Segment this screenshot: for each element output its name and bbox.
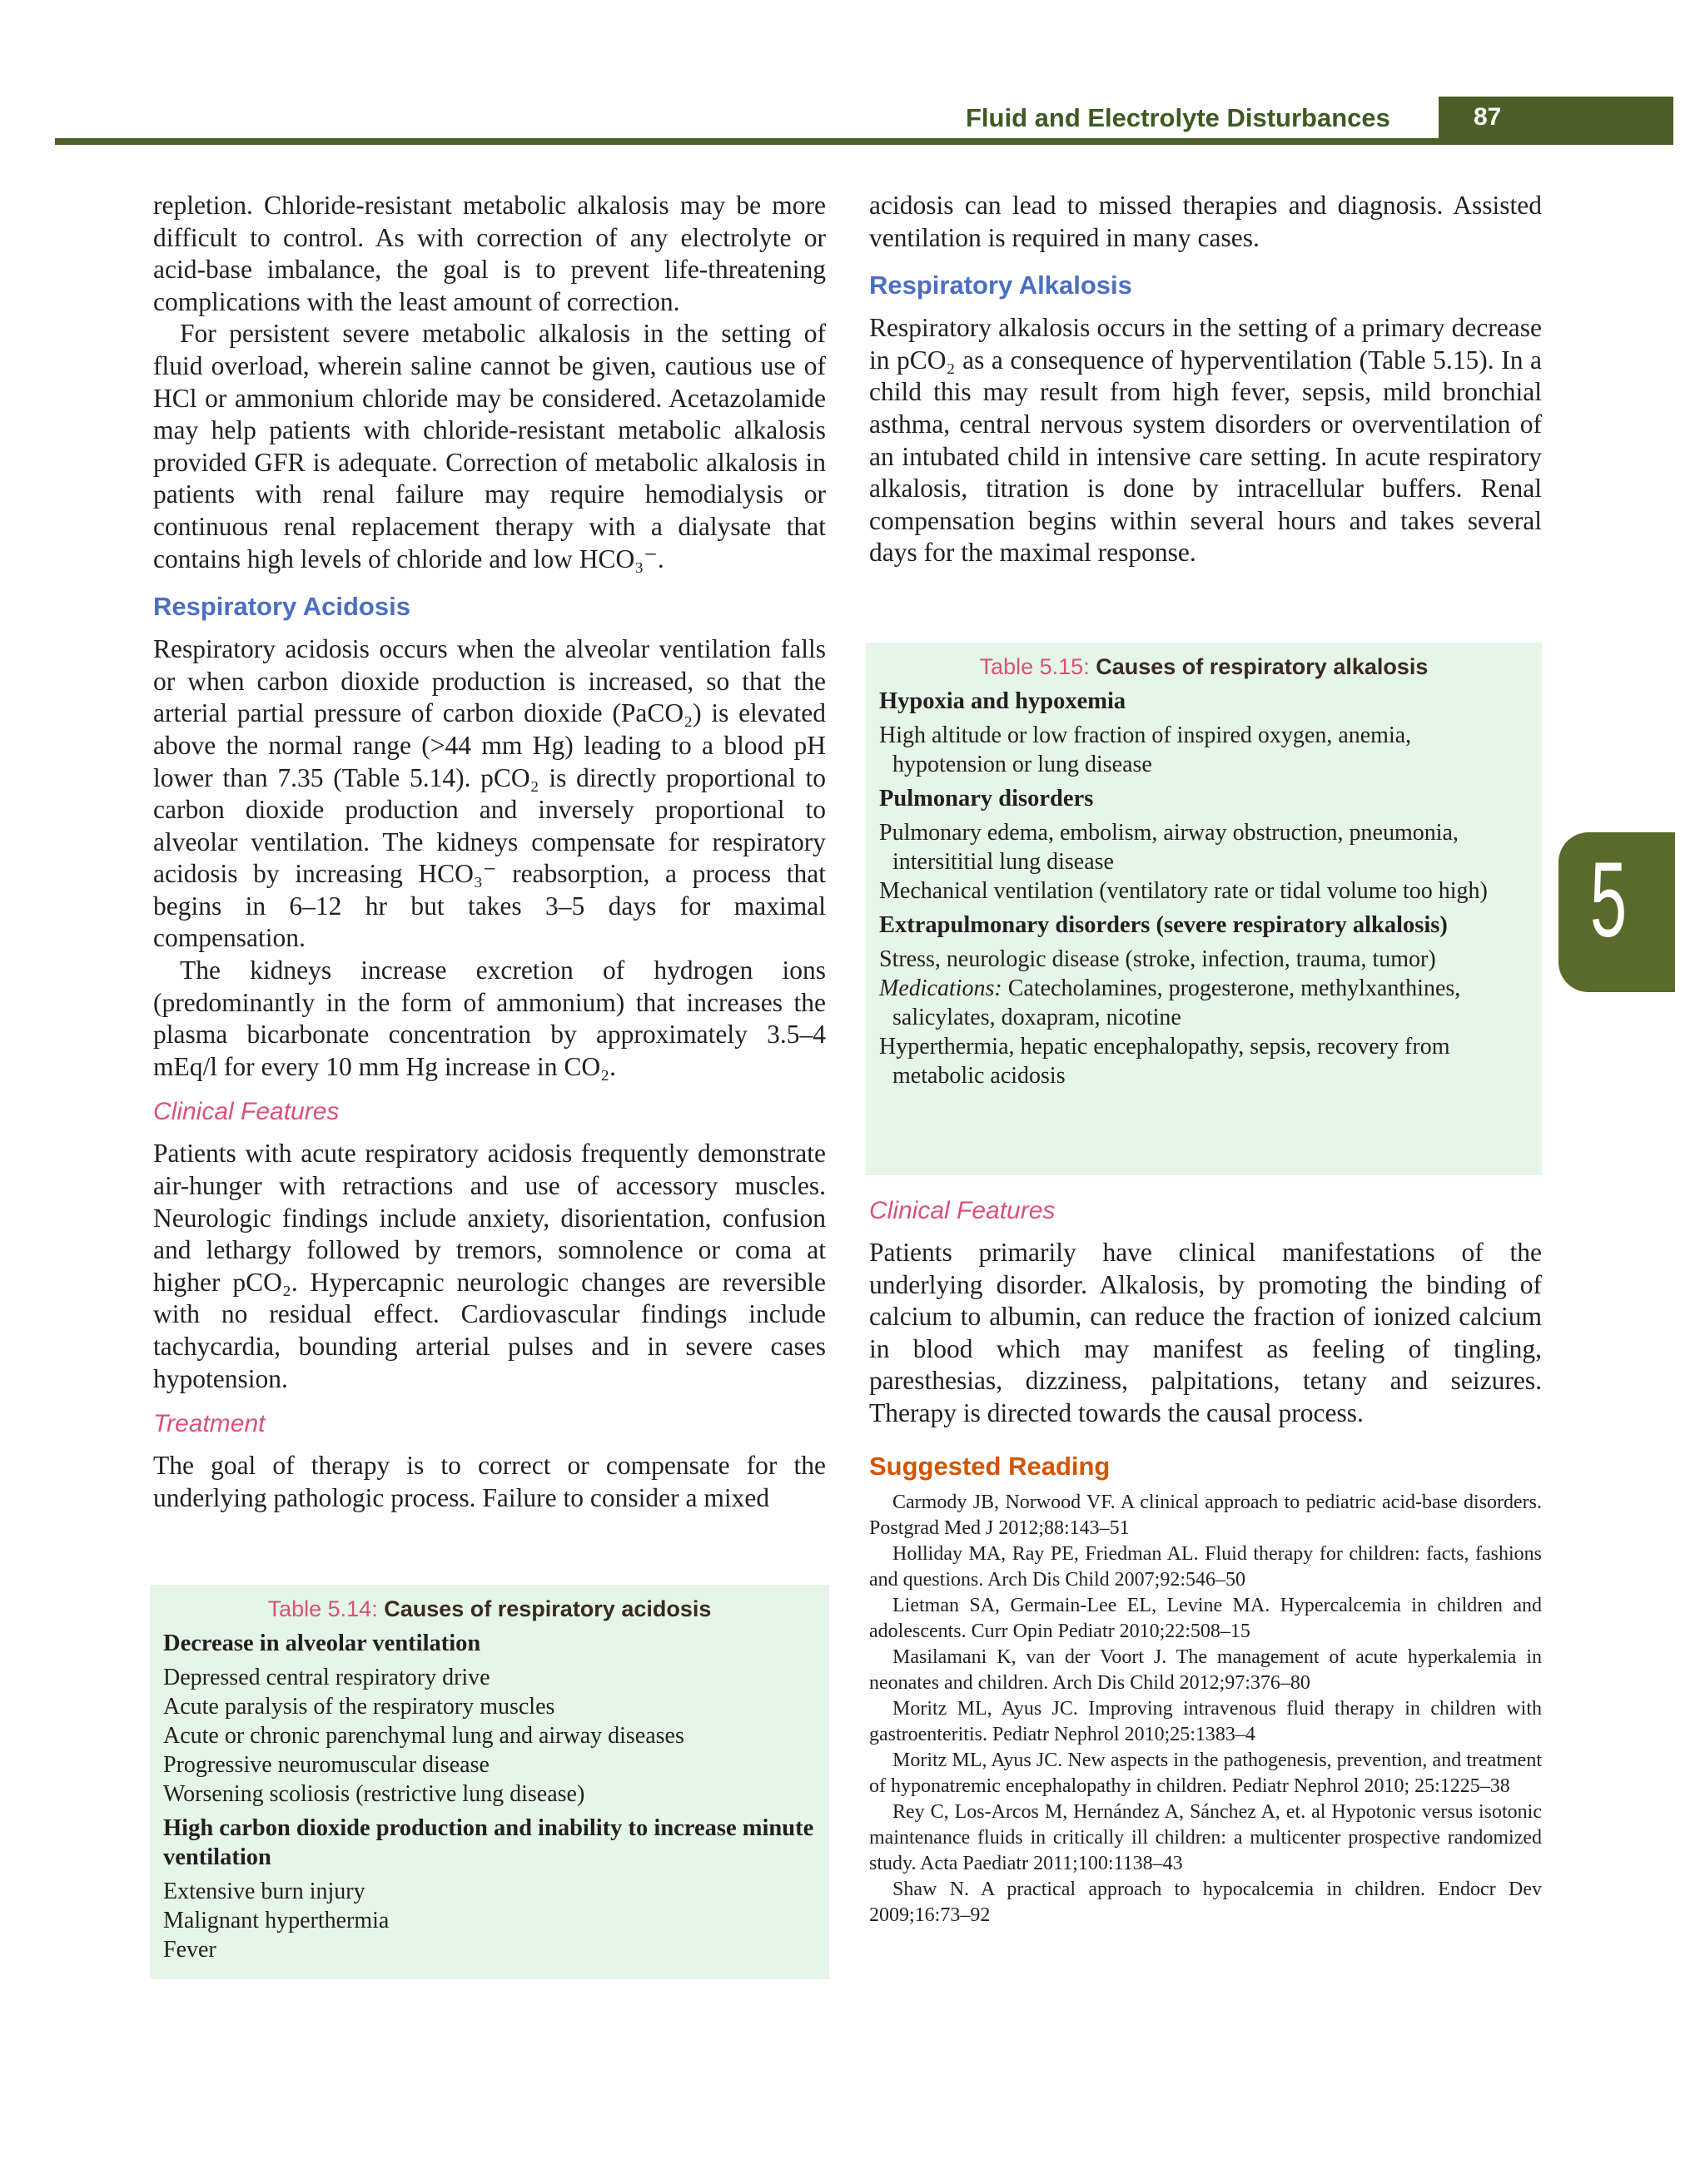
table-item: Acute or chronic parenchymal lung and airway diseases — [163, 1723, 684, 1749]
paragraph: Patients with acute respiratory acidosis frequently demonstrate air-hunger with retractions and use of accessory muscles. Neurologic findings include anxiety, disorientation, confusion and lethargy followed by tremors, somnolence or coma at higher pCO₂. Hypercapnic neurologic changes are reversible with no residual effect. Cardiovascular findings include tachycardia, bounding arterial pulses and in severe cases hypotension. — [153, 1139, 826, 1393]
reference-item: Lietman SA, Germain-Lee EL, Levine MA. Hypercalcemia in children and adolescents. Curr Opin Pediatr 2010;22:508–15 — [869, 1594, 1542, 1642]
paragraph: The kidneys increase excretion of hydrogen ions (predominantly in the form of ammonium) that increases the plasma bicarbonate concentration by approximately 3.5–4 mEq/l for every 10 mm Hg increase in CO₂. — [153, 956, 826, 1081]
table-item: High altitude or low fraction of inspired oxygen, anemia, hypotension or lung disease — [879, 722, 1412, 777]
left-column — [153, 190, 826, 1514]
table-section-heading: Hypoxia and hypoxemia — [879, 688, 1126, 714]
table-item: Pulmonary edema, embolism, airway obstruction, pneumonia, intersititial lung disease — [879, 820, 1459, 875]
table-section-heading: Decrease in alveolar ventilation — [163, 1631, 481, 1656]
reference-item: Moritz ML, Ayus JC. New aspects in the pathogenesis, prevention, and treatment of hyponatremic encephalopathy in children. Pediatr Nephrol 2010; 25:1225–38 — [869, 1749, 1542, 1797]
table-item: Stress, neurologic disease (stroke, infection, trauma, tumor) — [879, 946, 1436, 972]
table-section-heading: High carbon dioxide production and inability to increase minute ventilation — [163, 1815, 814, 1870]
subheading-clinical-features: Clinical Features — [869, 1197, 1056, 1224]
paragraph: Patients primarily have clinical manifestations of the underlying disorder. Alkalosis, by promoting the binding of calcium to albumin, can reduce the fraction of ionized calcium in blood which may manifest as feeling of tingling, paresthesias, dizziness, palpitations, tetany and seizures. Therapy is directed towards the causal process. — [869, 1238, 1542, 1427]
table-item: Acute paralysis of the respiratory muscles — [163, 1694, 555, 1720]
reference-item: Holliday MA, Ray PE, Friedman AL. Fluid therapy for children: facts, fashions and questions. Arch Dis Child 2007;92:546–50 — [869, 1542, 1542, 1591]
reference-item: Masilamani K, van der Voort J. The management of acute hyperkalemia in neonates and children. Arch Dis Child 2012;97:376–80 — [869, 1645, 1542, 1694]
paragraph: The goal of therapy is to correct or compensate for the underlying pathologic process. Failure to consider a mixed — [153, 1451, 826, 1512]
right-column — [869, 190, 1542, 569]
reference-item: Shaw N. A practical approach to hypocalcemia in children. Endocr Dev 2009;16:73–92 — [869, 1878, 1542, 1926]
paragraph: Respiratory acidosis occurs when the alveolar ventilation falls or when carbon dioxide production is increased, so that the arterial partial pressure of carbon dioxide (PaCO₂) is elevated above the normal range (>44 mm Hg) leading to a blood pH lower than 7.35 (Table 5.14). pCO₂ is directly proportional to carbon dioxide production and inversely proportional to alveolar ventilation. The kidneys compensate for respiratory acidosis by increasing HCO₃⁻ reabsorption, a process that begins in 6–12 hr but takes 3–5 days for maximal compensation. — [153, 634, 826, 953]
table-item: Worsening scoliosis (restrictive lung disease) — [163, 1781, 585, 1807]
table-title — [163, 1596, 816, 1622]
table-item: Extensive burn injury — [163, 1879, 365, 1904]
table-item: Mechanical ventilation (ventilatory rate or tidal volume too high) — [879, 878, 1488, 904]
suggested-reading-heading: Suggested Reading — [869, 1451, 1111, 1481]
section-heading-respiratory-acidosis: Respiratory Acidosis — [153, 592, 410, 622]
medications-label: Medications: — [879, 975, 1002, 1001]
table-section-heading: Pulmonary disorders — [879, 786, 1094, 812]
reference-item: Carmody JB, Norwood VF. A clinical approach to pediatric acid-base disorders. Postgrad Med J 2012;88:143–51 — [869, 1491, 1542, 1539]
table-number: Table 5.15: — [979, 654, 1090, 679]
table-item: Malignant hyperthermia — [163, 1908, 390, 1933]
table-title — [879, 654, 1529, 680]
reference-item: Rey C, Los-Arcos M, Hernández A, Sánchez A, et. al Hypotonic versus isotonic maintenance fluids in critically ill children: a multicenter prospective randomized study. Acta Paediatr 2011;100:1138–43 — [869, 1800, 1542, 1874]
paragraph: For persistent severe metabolic alkalosis in the setting of fluid overload, wherein saline cannot be given, cautious use of HCl or ammonium chloride may be considered. Acetazolamide may help patients with chloride-resistant metabolic alkalosis provided GFR is adequate. Correction of metabolic alkalosis in patients with renal failure may require hemodialysis or continuous renal replacement therapy with a dialysate that contains high levels of chloride and low HCO₃⁻. — [153, 319, 826, 573]
page-number: 87 — [1474, 103, 1502, 131]
section-heading-respiratory-alkalosis: Respiratory Alkalosis — [869, 271, 1132, 300]
table-5-14 — [150, 1585, 829, 1979]
table-5-15 — [866, 643, 1542, 1175]
table-item: Progressive neuromuscular disease — [163, 1752, 490, 1778]
table-number: Table 5.14: — [267, 1596, 378, 1621]
chapter-tab-number: 5 — [1590, 841, 1628, 960]
table-item — [879, 974, 1529, 1032]
paragraph: Respiratory alkalosis occurs in the setting of a primary decrease in pCO₂ as a consequence of hyperventilation (Table 5.15). In a child this may result from high fever, sepsis, mild bronchial asthma, central nervous system disorders or overventilation of an intubated child in intensive care setting. In acute respiratory alkalosis, titration is done by intracellular buffers. Renal compensation begins within several hours and takes several days for the maximal response. — [869, 313, 1542, 568]
table-caption: Causes of respiratory acidosis — [384, 1596, 712, 1621]
running-header-title: Fluid and Electrolyte Disturbances — [966, 103, 1390, 132]
table-item: Depressed central respiratory drive — [163, 1665, 490, 1690]
paragraph: acidosis can lead to missed therapies and diagnosis. Assisted ventilation is required in many cases. — [869, 191, 1542, 252]
header-rule — [55, 138, 1670, 145]
reference-item: Moritz ML, Ayus JC. Improving intravenous fluid therapy in children with gastroenteritis. Pediatr Nephrol 2010;25:1383–4 — [869, 1697, 1542, 1745]
table-item: Hyperthermia, hepatic encephalopathy, sepsis, recovery from metabolic acidosis — [879, 1034, 1450, 1089]
subheading-clinical-features: Clinical Features — [153, 1098, 340, 1126]
medications-list: Catecholamines, progesterone, methylxanthines, salicylates, doxapram, nicotine — [892, 975, 1461, 1030]
table-section-heading: Extrapulmonary disorders (severe respiratory alkalosis) — [879, 912, 1448, 938]
paragraph: repletion. Chloride-resistant metabolic alkalosis may be more difficult to control. As with correction of any electrolyte or acid-base imbalance, the goal is to prevent life-threatening complications with the least amount of correction. — [153, 191, 826, 316]
subheading-treatment: Treatment — [153, 1410, 266, 1438]
table-caption: Causes of respiratory alkalosis — [1096, 654, 1429, 679]
right-column-lower — [869, 1197, 1542, 1928]
table-item: Fever — [163, 1937, 216, 1963]
